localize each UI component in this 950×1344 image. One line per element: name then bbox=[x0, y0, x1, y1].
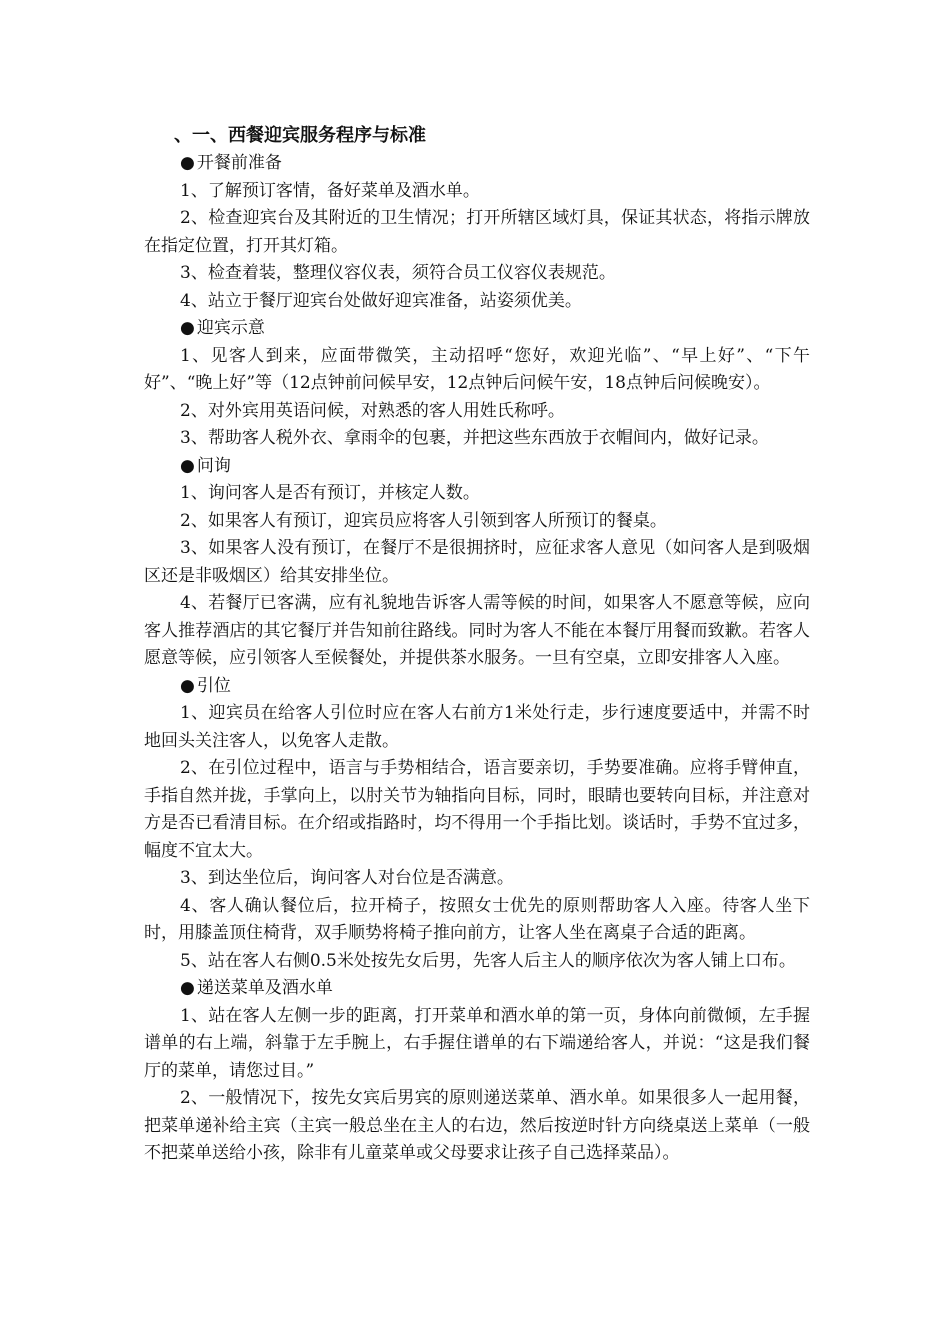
section-seating bbox=[144, 673, 810, 976]
bullet-icon: ● bbox=[180, 318, 195, 338]
section-heading bbox=[144, 673, 810, 701]
section-menu-delivery bbox=[144, 975, 810, 1168]
bullet-icon: ● bbox=[180, 978, 195, 998]
paragraph: 2、在引位过程中，语言与手势相结合，语言要亲切，手势要准确。应将手臂伸直，手指自然并拢，手掌向上，以肘关节为轴指向目标，同时，眼睛也要转向目标，并注意对方是否已看清目标。在介绍或指路时，均不得用一个手指比划。谈话时，手势不宜过多，幅度不宜太大。 bbox=[144, 758, 810, 861]
heading-text: 递送菜单及酒水单 bbox=[196, 978, 333, 998]
paragraph: 1、站在客人左侧一步的距离，打开菜单和酒水单的第一页，身体向前微倾，左手握谱单的右上端，斜靠于左手腕上，右手握住谱单的右下端递给客人，并说：“这是我们餐厅的菜单，请您过目。” bbox=[144, 1005, 810, 1081]
paragraph: 4、客人确认餐位后，拉开椅子，按照女士优先的原则帮助客人入座。待客人坐下时，用膝盖顶住椅背，双手顺势将椅子推向前方，让客人坐在离桌子合适的距离。 bbox=[144, 895, 810, 943]
heading-text: 开餐前准备 bbox=[196, 153, 282, 173]
paragraph: 4、若餐厅已客满，应有礼貌地告诉客人需等候的时间，如果客人不愿意等候，应向客人推荐酒店的其它餐厅并告知前往路线。同时为客人不能在本餐厅用餐而致歉。若客人愿意等候，应引领客人至候餐处，并提供茶水服务。一旦有空桌，立即安排客人入座。 bbox=[144, 593, 810, 668]
heading-text: 引位 bbox=[196, 675, 231, 696]
paragraph: 4、站立于餐厅迎宾台处做好迎宾准备，站姿须优美。 bbox=[180, 290, 582, 311]
section-heading bbox=[144, 150, 810, 178]
bullet-icon: ● bbox=[180, 455, 195, 476]
section-inquiry bbox=[144, 453, 810, 673]
paragraph: 2、对外宾用英语问候，对熟悉的客人用姓氏称呼。 bbox=[180, 400, 565, 421]
section-heading bbox=[144, 453, 810, 481]
section-greeting bbox=[144, 315, 810, 453]
document-page bbox=[144, 122, 810, 1168]
heading-text: 问询 bbox=[196, 455, 231, 476]
paragraph: 2、如果客人有预订，迎宾员应将客人引领到客人所预订的餐桌。 bbox=[180, 510, 667, 531]
paragraph: 3、如果客人没有预订，在餐厅不是很拥挤时，应征求客人意见（如问客人是到吸烟区还是非吸烟区）给其安排坐位。 bbox=[144, 538, 810, 586]
paragraph: 5、站在客人右侧0.5米处按先女后男，先客人后主人的顺序依次为客人铺上口布。 bbox=[180, 950, 796, 971]
section-heading bbox=[144, 315, 810, 343]
paragraph: 1、了解预订客情，备好菜单及酒水单。 bbox=[180, 180, 480, 201]
document-title: 、一、西餐迎宾服务程序与标准 bbox=[174, 125, 426, 146]
section-preparation bbox=[144, 150, 810, 315]
paragraph: 1、迎宾员在给客人引位时应在客人右前方1米处行走，步行速度要适中，并需不时地回头关注客人，以免客人走散。 bbox=[144, 703, 810, 751]
paragraph: 2、一般情况下，按先女宾后男宾的原则递送菜单、酒水单。如果很多人一起用餐，把菜单递补给主宾（主宾一般总坐在主人的右边，然后按逆时针方向绕桌送上菜单（一般不把菜单送给小孩，除非有儿童菜单或父母要求让孩子自己选择菜品）。 bbox=[144, 1088, 810, 1163]
section-heading bbox=[144, 975, 810, 1003]
paragraph: 1、询问客人是否有预订，并核定人数。 bbox=[180, 483, 480, 503]
bullet-icon: ● bbox=[180, 153, 195, 173]
paragraph: 3、检查着装，整理仪容仪表，须符合员工仪容仪表规范。 bbox=[180, 263, 616, 283]
heading-text: 迎宾示意 bbox=[196, 318, 265, 338]
paragraph: 3、到达坐位后，询问客人对台位是否满意。 bbox=[180, 868, 514, 888]
paragraph: 2、检查迎宾台及其附近的卫生情况；打开所辖区域灯具，保证其状态，将指示牌放在指定位置，打开其灯箱。 bbox=[144, 208, 810, 256]
bullet-icon: ● bbox=[180, 675, 195, 696]
paragraph: 1、见客人到来，应面带微笑，主动招呼“您好，欢迎光临”、“早上好”、“下午好”、“晚上好”等（12点钟前问候早安，12点钟后问候午安，18点钟后问候晚安）。 bbox=[144, 345, 810, 393]
paragraph: 3、帮助客人税外衣、拿雨伞的包裹，并把这些东西放于衣帽间内，做好记录。 bbox=[180, 428, 769, 448]
